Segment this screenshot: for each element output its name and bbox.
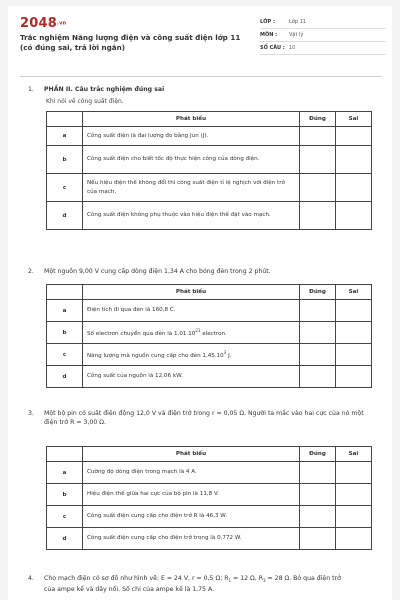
table-row: d Công suất của nguồn là 12,06 kW. (47, 366, 372, 388)
question-1: 1. PHẦN II. Câu trắc nghiệm đúng sai (28, 86, 165, 93)
table-row: a Công suất điện là đại lượng đo bằng Jun (J). (47, 127, 372, 146)
answer-true-cell[interactable] (300, 484, 336, 506)
table-row: b Hiệu điện thế giữa hai cực của bộ pin là 11,8 V. (47, 484, 372, 506)
question-1-table (46, 111, 372, 230)
question-4: 4. Cho mạch điện có sơ đồ như hình vẽ: E = 24 V, r = 0,5 Ω; $R_1 = 12$ Ω, $R_3 = 28$ Ω. Bỏ qua điện trở của ampe kế và dây nối. Số chỉ của ampe kế là 1,75 A. (28, 575, 341, 594)
answer-true-cell[interactable] (300, 174, 336, 202)
answer-false-cell[interactable] (336, 300, 372, 322)
answer-false-cell[interactable] (336, 528, 372, 550)
answer-false-cell[interactable] (336, 462, 372, 484)
answer-true-cell[interactable] (300, 322, 336, 344)
answer-true-cell[interactable] (300, 344, 336, 366)
question-3-table (46, 446, 372, 550)
table-header-row: Phát biểu Đúng Sai (47, 112, 372, 127)
answer-false-cell[interactable] (336, 202, 372, 230)
question-2: 2. Một nguồn 9,00 V cung cấp dòng điện 1,34 A cho bóng đèn trong 2 phút. (28, 268, 271, 275)
answer-false-cell[interactable] (336, 366, 372, 388)
table-row: a Cường độ dòng điện trong mạch là 4 A. (47, 462, 372, 484)
table-row: c Công suất điện cung cấp cho điện trở R là 46,3 W. (47, 506, 372, 528)
answer-true-cell[interactable] (300, 300, 336, 322)
page-header (20, 16, 386, 68)
table-header-row: Phát biểu Đúng Sai (47, 447, 372, 462)
answer-false-cell[interactable] (336, 344, 372, 366)
meta-row-class: LỚP : Lớp 11 (260, 16, 386, 29)
table-row: b Công suất điện cho biết tốc độ thực hiện công của dòng điện. (47, 146, 372, 174)
answer-true-cell[interactable] (300, 146, 336, 174)
table-row: d Công suất điện cung cấp cho điện trở trong là 0,772 W. (47, 528, 372, 550)
question-3: 3. Một bộ pin có suất điện động 12,0 V và điện trở trong r = 0,05 Ω. Người ta mắc vào hai cực của nó một điện trở R = 3,00 Ω. (28, 410, 364, 426)
table-row: c Nếu hiệu điện thế không đổi thì công suất điện tỉ lệ nghịch với điện trở của mạch. (47, 174, 372, 202)
table-row: b Số electron chuyển qua đèn là 1,01.10$^{21}$ electron. (47, 322, 372, 344)
worksheet-page (8, 6, 392, 600)
table-row: d Công suất điện không phụ thuộc vào hiệu điện thế đặt vào mạch. (47, 202, 372, 230)
meta-row-subject: MÔN : Vật lý (260, 29, 386, 42)
meta-row-count: SỐ CÂU : 10 (260, 42, 386, 55)
answer-false-cell[interactable] (336, 506, 372, 528)
question-2-table (46, 284, 372, 388)
answer-false-cell[interactable] (336, 322, 372, 344)
answer-true-cell[interactable] (300, 506, 336, 528)
table-row: a Điện tích đi qua đèn là 160,8 C. (47, 300, 372, 322)
answer-false-cell[interactable] (336, 146, 372, 174)
meta-info (260, 16, 386, 55)
answer-false-cell[interactable] (336, 484, 372, 506)
document-title: Trắc nghiệm Năng lượng điện và công suất điện lớp 11 (có đúng sai, trả lời ngắn) (20, 33, 241, 52)
answer-true-cell[interactable] (300, 202, 336, 230)
table-row: c Năng lượng mà nguồn cung cấp cho đèn 1,45.10$^3$ J. (47, 344, 372, 366)
answer-false-cell[interactable] (336, 174, 372, 202)
table-header-row: Phát biểu Đúng Sai (47, 285, 372, 300)
answer-true-cell[interactable] (300, 127, 336, 146)
question-1-intro: Khi nói về công suất điện. (46, 98, 124, 105)
answer-true-cell[interactable] (300, 366, 336, 388)
answer-true-cell[interactable] (300, 462, 336, 484)
answer-true-cell[interactable] (300, 528, 336, 550)
divider (20, 76, 382, 77)
answer-false-cell[interactable] (336, 127, 372, 146)
site-logo[interactable]: 2048.vn (20, 16, 67, 31)
